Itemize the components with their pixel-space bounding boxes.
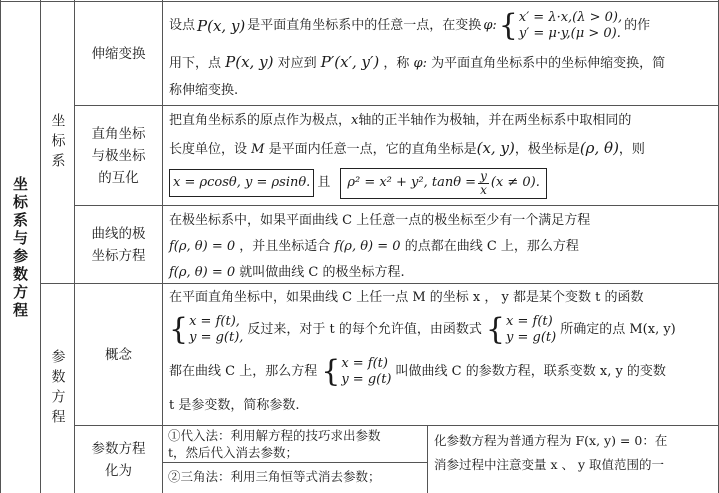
row-label-line: 直角坐标	[91, 125, 146, 142]
formula-part: ρ² = x² + y², tanθ =	[347, 175, 477, 190]
text: 称伸缩变换.	[169, 83, 239, 98]
system-lines	[506, 314, 556, 346]
text: 就叫做曲线 C 的极坐标方程.	[239, 265, 405, 280]
row-label-line: 化为	[105, 462, 132, 479]
math: f(ρ, θ) = 0	[169, 239, 236, 254]
polar-content	[163, 106, 718, 205]
param-system	[486, 314, 556, 346]
text-line: 化参数方程为普通方程为 F(x, y) = 0：在	[434, 433, 668, 448]
polar-line-3	[169, 164, 712, 202]
text: 的作	[624, 18, 651, 33]
text-line: 消参过程中注意变量 x 、 y 取值范围的一	[434, 457, 665, 472]
text: 所确定的点 M(x, y)	[560, 322, 676, 337]
text: 长度单位，设	[169, 142, 248, 157]
polar-equation-content	[163, 206, 718, 283]
math-xy: (x, y)	[476, 139, 515, 157]
scaling-line-2	[169, 48, 712, 78]
row-label-polar-equation	[75, 206, 162, 283]
text: ，称	[383, 56, 410, 71]
left-brace: {	[485, 312, 506, 347]
text-line	[169, 260, 712, 286]
left-brace: {	[498, 8, 518, 43]
row-label-conversion	[75, 426, 162, 493]
text: ，则	[618, 142, 645, 157]
math: f(ρ, θ) = 0	[169, 265, 236, 280]
left-brace: {	[321, 354, 341, 389]
text: 是平面直角坐标系中的任意一点，在变换	[247, 18, 482, 33]
row-label-concept: 概念	[105, 346, 132, 363]
math-point: P(x, y)	[197, 17, 246, 35]
conversion-method-1	[163, 426, 427, 462]
text: 把直角坐标系的原点作为极点，	[169, 113, 352, 128]
conversion-method-2	[163, 463, 427, 493]
text: ，极坐标是	[514, 142, 580, 157]
text-line	[169, 234, 712, 260]
equation: x = f(t)	[341, 356, 388, 371]
math-rho-theta: (ρ, θ)	[579, 139, 619, 157]
scaling-system	[499, 10, 622, 42]
conversion-note	[428, 426, 718, 493]
text-line: 在平面直角坐标中，如果曲线 C 上任一点 M 的坐标 x ， y 都是某个变数 t 的函数	[169, 290, 644, 305]
text: 对应到	[277, 56, 317, 71]
equation: x = f(t)	[506, 314, 553, 329]
text: 是平面内任意一点，它的直角坐标是	[268, 142, 477, 157]
text: 轴的正半轴作为极轴，并在两坐标系中取相同的	[358, 113, 632, 128]
math: f(ρ, θ) = 0	[334, 239, 401, 254]
text: ，并且坐标适合	[239, 239, 331, 254]
text-line: 在极坐标系中，如果平面曲线 C 上任意一点的极坐标至少有一个满足方程	[169, 213, 591, 228]
row-label-scaling: 伸缩变换	[91, 45, 146, 62]
scaling-content	[163, 2, 718, 105]
text: 的点都在曲线 C 上，那么方程	[404, 239, 579, 254]
system-lines	[189, 314, 243, 346]
system-lines	[341, 356, 391, 388]
equation: x = f(t),	[189, 314, 240, 329]
text: 用下，点	[169, 56, 222, 71]
math-phi: φ:	[413, 56, 427, 71]
math-phi: φ:	[483, 18, 497, 33]
section-coordinate-system: 坐标系	[49, 112, 66, 173]
text: 都在曲线 C 上，那么方程	[169, 364, 318, 379]
formula-part: (x ≠ 0).	[490, 175, 540, 190]
text: 设点	[169, 18, 196, 33]
text: 为平面直角坐标系中的坐标伸缩变换，简	[431, 56, 666, 71]
math-x: x	[351, 113, 359, 128]
row-label-line: 的互化	[98, 169, 139, 186]
text-line: ①代入法：利用解方程的技巧求出参数	[168, 428, 381, 443]
left-brace: {	[169, 312, 189, 347]
polar-line-1	[169, 108, 712, 134]
text: 反过来，对于 t 的每个允许值，由函数式	[247, 322, 482, 337]
equation: x′ = λ·x,(λ > 0),	[518, 10, 623, 25]
row-label-line: 参数方程	[91, 440, 146, 457]
equation: y = g(t)	[506, 330, 557, 345]
numerator: y	[480, 168, 487, 183]
text: 叫做曲线 C 的参数方程，联系变数 x, y 的变数	[395, 364, 666, 379]
text: 且	[317, 175, 331, 190]
scaling-line-3	[169, 78, 712, 104]
equation: y = g(t),	[189, 330, 244, 345]
section-parametric-equation: 参数方程	[49, 348, 66, 429]
system-lines	[519, 10, 622, 42]
text-line: t，然后代入消去参数；	[168, 445, 299, 460]
math-point: P(x, y)	[225, 53, 274, 71]
scaling-line-1	[169, 4, 712, 48]
param-system	[321, 356, 391, 388]
polar-formula-box-2	[340, 168, 547, 199]
text-line: t 是参变数，简称参数.	[169, 398, 300, 413]
polar-line-2	[169, 134, 712, 164]
concept-line-2	[169, 310, 712, 350]
row-label-line: 曲线的极	[91, 225, 146, 242]
concept-content	[163, 284, 718, 425]
fraction-y-over-x	[478, 170, 489, 197]
equation: y′ = μ·y,(μ > 0).	[518, 26, 621, 41]
row-label-line: 与极坐标	[91, 147, 146, 164]
row-label-polar-conversion	[75, 106, 162, 205]
equation: y = g(t)	[341, 372, 392, 387]
main-title: 坐标系与参数方程	[11, 175, 29, 320]
math-point: P′(x′, y′)	[320, 53, 380, 71]
concept-line-3	[169, 350, 712, 394]
math-M: M	[251, 142, 265, 157]
polar-formula-box: x = ρcosθ, y = ρsinθ.	[169, 169, 314, 197]
row-label-line: 坐标方程	[91, 247, 146, 264]
param-system	[169, 314, 243, 346]
denominator: x	[480, 182, 487, 197]
text-line: ②三角法：利用三角恒等式消去参数；	[168, 469, 381, 484]
